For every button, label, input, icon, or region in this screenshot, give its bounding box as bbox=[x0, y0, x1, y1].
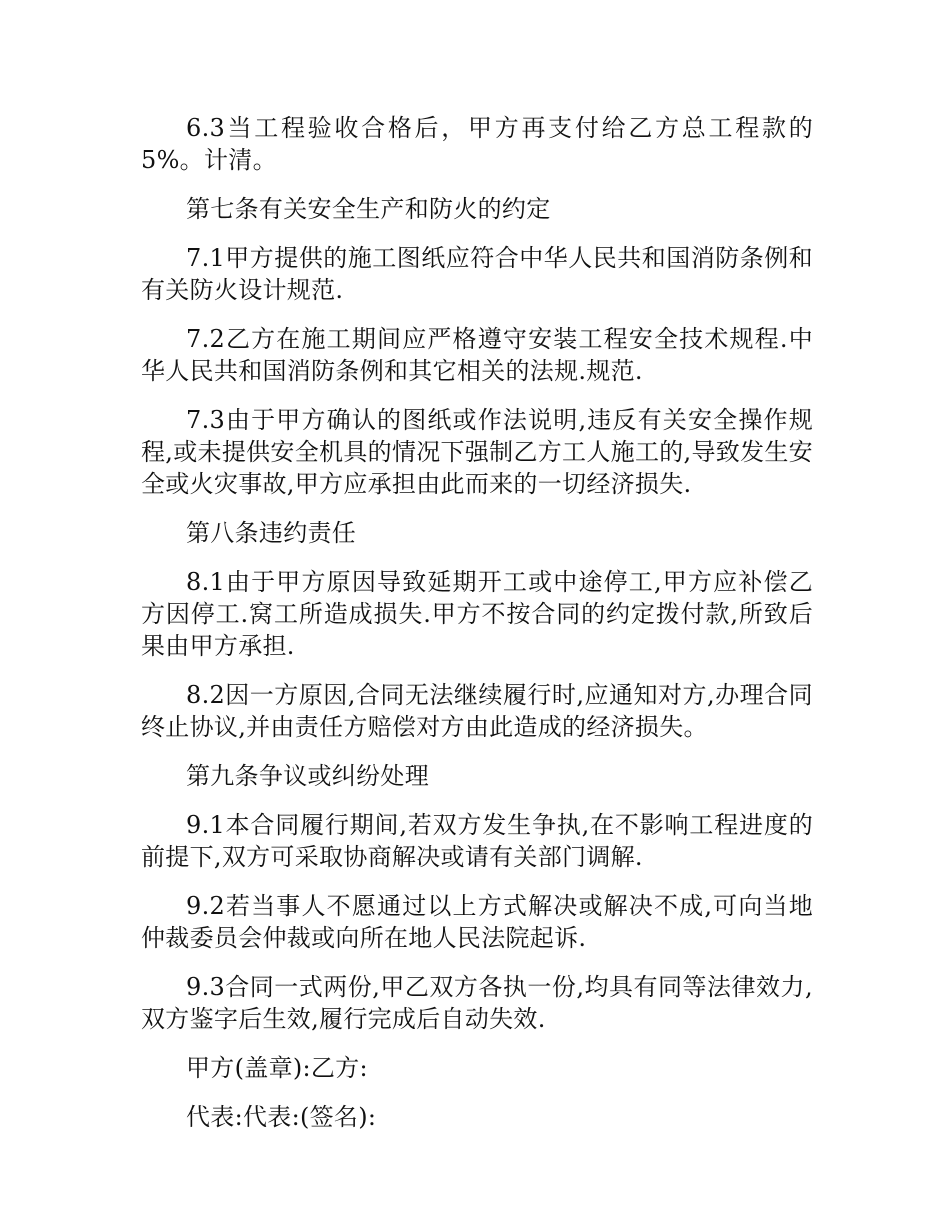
party-a-seal-line: 甲方(盖章):乙方: bbox=[186, 1054, 368, 1082]
representative-signature-line: 代表:代表:(签名): bbox=[186, 1103, 377, 1131]
clause-9-3: 9.3合同一式两份,甲乙双方各执一份,均具有同等法律效力,双方鉴字后生效,履行完成后自动失效. bbox=[141, 973, 813, 1033]
clause-9-2: 9.2若当事人不愿通过以上方式解决或解决不成,可向当地仲裁委员会仲裁或向所在地人民法院起诉. bbox=[141, 892, 813, 952]
clause-7-1: 7.1甲方提供的施工图纸应符合中华人民共和国消防条例和有关防火设计规范. bbox=[141, 244, 813, 304]
clause-7-3: 7.3由于甲方确认的图纸或作法说明,违反有关安全操作规程,或未提供安全机具的情况下强制乙方工人施工的,导致发生安全或火灾事故,甲方应承担由此而来的一切经济损失. bbox=[141, 406, 813, 498]
clause-7-2: 7.2乙方在施工期间应严格遵守安装工程安全技术规程.中华人民共和国消防条例和其它相关的法规.规范. bbox=[141, 325, 813, 385]
clause-8-1: 8.1由于甲方原因导致延期开工或中途停工,甲方应补偿乙方因停工.窝工所造成损失.甲方不按合同的约定拨付款,所致后果由甲方承担. bbox=[141, 568, 813, 660]
article-7-heading: 第七条有关安全生产和防火的约定 bbox=[186, 195, 551, 223]
clause-9-1: 9.1本合同履行期间,若双方发生争执,在不影响工程进度的前提下,双方可采取协商解决或请有关部门调解. bbox=[141, 811, 813, 871]
clause-8-2: 8.2因一方原因,合同无法继续履行时,应通知对方,办理合同终止协议,并由责任方赔偿对方由此造成的经济损失。 bbox=[141, 681, 813, 741]
article-9-heading: 第九条争议或纠纷处理 bbox=[186, 762, 429, 790]
document-body bbox=[141, 112, 813, 1150]
article-8-heading: 第八条违约责任 bbox=[186, 519, 357, 547]
clause-6-3: 6.3当工程验收合格后，甲方再支付给乙方总工程款的5%。计清。 bbox=[141, 114, 813, 174]
